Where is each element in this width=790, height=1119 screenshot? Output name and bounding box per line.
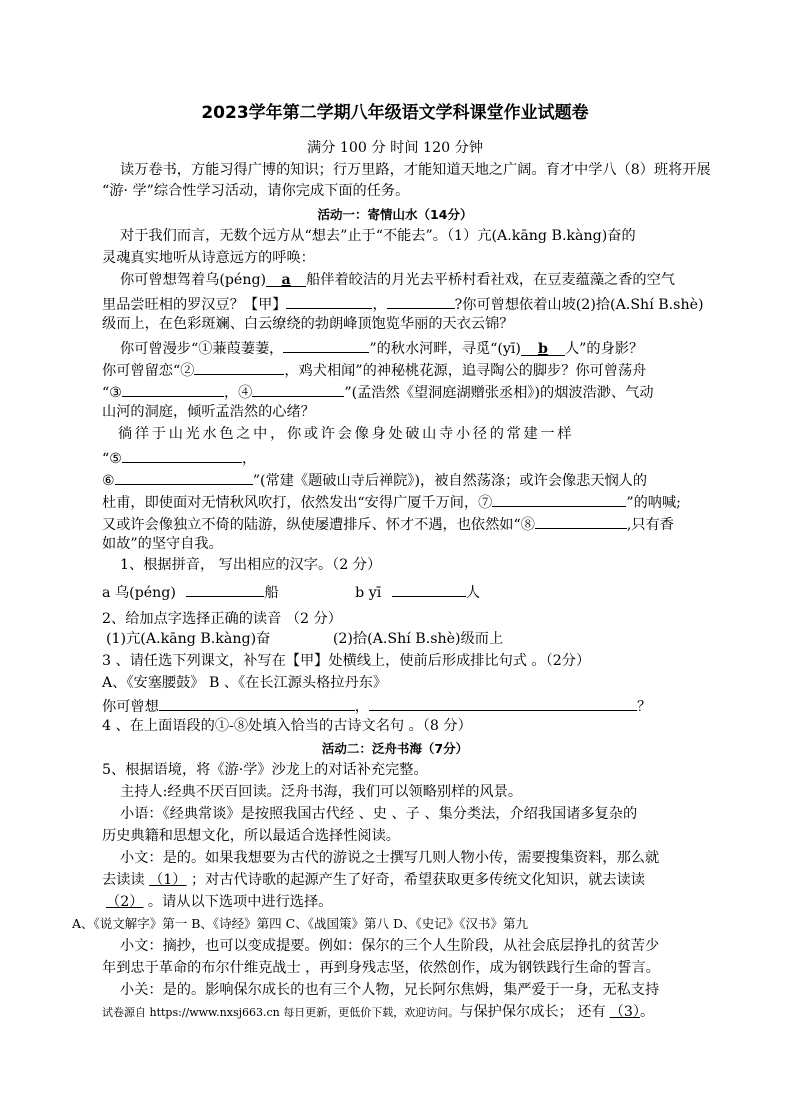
question-1-items [102,580,480,603]
book-options: A、《说文解字》第一 B、《诗经》第四 C、《战国策》第八 D、《史记》《汉书》第九 [72,916,528,931]
text: ”(常建《题破山寺后禅院》)，被自然荡涤；或许会像悲天悯人的 [252,473,648,489]
a1-p3-line-3 [102,380,654,403]
blank-7[interactable] [492,490,626,507]
xiaoyu-line-2: 历史典籍和思想文化，所以最适合选择性阅读。 [102,828,400,844]
a1-p1-line-1: 对于我们而言，无数个远方从“想去”止于“不能去”。（1）亢(A.kāng B.kàng)奋的 [120,228,636,244]
a1-p4-line-6: 如故”的坚守自我。 [102,536,223,552]
text: ，鸡犬相闻”的神秘桃花源，追寻陶公的脚步？你可曾荡舟 [284,363,647,379]
a1-p4-line-5 [102,512,674,535]
question-2-items [106,629,503,649]
q2-item-1: (1)亢(A.kāng B.kàng)奋 [106,631,271,647]
question-5: 5、根据语境，将《游·学》沙龙上的对话补充完整。 [102,762,428,778]
text: ?你可曾想依着山坡(2)拾(A.Shí B.shè) [454,297,704,313]
text: ，④ [223,385,253,401]
xiaohui-line: 小关：是的。影响保尔成长的也有三个人物，兄长阿尔焦姆，集严爱于一身，无私支持 [120,982,660,998]
a1-p2-line-1 [120,270,675,290]
footer-line [102,1002,654,1023]
question-2: 2、给加点字选择正确的读音 （2 分） [102,611,342,627]
intro-line-1: 读万卷书，方能习得广博的知识；行万里路，才能知道天地之广阔。育才中学八（8）班将开展 [120,162,711,178]
xiaowen2-line-2: 年到忠于革命的布尔什维克战士 ，再到身残志坚，依然创作，成为钢铁践行生命的誓言。 [102,960,660,976]
text: ， [241,451,257,467]
a1-p4-line-4 [102,490,681,513]
activity2-heading: 活动二：泛舟书海（7分） [321,741,469,756]
text: “③ [102,385,122,401]
page-subtitle: 满分 100 分 时间 120 分钟 [306,140,484,156]
text: ,只有香 [626,517,674,533]
blank-5[interactable] [122,446,242,463]
xiaowen1-line-2 [102,870,645,890]
q3-blank-1[interactable] [159,694,355,711]
blank-4[interactable] [252,380,344,397]
question-4: 4 、在上面语段的①-⑧处填入恰当的古诗文名句 。（8 分） [102,718,472,734]
text: ⑥ [102,473,115,489]
blank-jia-1[interactable] [286,292,372,309]
text: 你可曾想驾着乌(péng) [120,272,267,288]
xiaowen1-line-1: 小文：是的。如果我想要为古代的游说之士撰写几则人物小传，需要搜集资料，那么就 [120,850,660,866]
q1-b-blank[interactable] [392,580,466,597]
a1-p3-line-4: 山河的洞庭，倾听孟浩然的心绪？ [102,404,315,420]
blank-q5-3[interactable]: （3） [609,1004,640,1020]
footer-end: 。 [639,1004,655,1020]
text: 你可曾想 [102,699,159,715]
blank-jia-2[interactable] [387,292,455,309]
question-1: 1、根据拼音， 写出相应的汉字。（2 分） [120,557,382,573]
a1-p4-line-3 [102,468,647,491]
activity1-heading: 活动一：寄情山水（14分） [317,207,473,222]
blank-6[interactable] [115,468,253,485]
blank-8[interactable] [535,512,627,529]
text: ”的秋水河畔，寻觅“(yī) [369,341,521,357]
text: ？ [636,699,652,715]
a1-p2-line-2 [102,292,704,315]
text: ”(孟浩然《望洞庭湖赠张丞相》)的烟波浩渺、气动 [344,385,654,401]
footer-text: 与保护保尔成长； 还有 [459,1004,606,1020]
text: 里品尝旺相的罗汉豆？【甲】 [102,297,287,313]
q1-b-end: 人 [465,585,481,601]
q1-a-end: 船 [264,585,279,601]
a1-p3-line-1 [120,336,643,359]
footer-source: 试卷源自 https://www.nxsj663.cn 每日更新，更低价下载，欢迎访问。 [102,1006,460,1019]
xiaowen1-line-3 [106,892,332,912]
question-3-fill [102,694,651,717]
blank-q5-1[interactable]: （1） [149,872,187,888]
text: 你可曾漫步“①蒹葭萋萋， [120,341,284,357]
text: 船伴着皎洁的月光去平桥村看社戏，在豆麦蕴藻之香的空气 [306,272,675,288]
q1-a-label: a 乌(péng) [102,585,176,601]
blank-1[interactable] [283,336,369,353]
text: ”的呐喊; [626,495,681,511]
intro-line-2: “游· 学”综合性学习活动，请你完成下面的任务。 [102,183,410,199]
blank-3[interactable] [122,380,224,397]
blank-2[interactable] [194,358,284,375]
q2-item-2: (2)拾(A.Shí B.shè)级而上 [332,631,504,647]
blank-q5-2[interactable]: （2） [106,894,144,910]
question-3: 3 、请任选下列课文，补写在【甲】处横线上，使前后形成排比句式 。（2分） [102,653,591,669]
a1-p2-line-3: 级而上，在色彩斑斓、白云缭绕的勃朗峰顶饱览华丽的天衣云锦？ [102,316,514,332]
a1-p1-line-2: 灵魂真实地听从诗意远方的呼唤： [102,250,315,266]
text: 杜甫，即使面对无情秋风吹打，依然发出“安得广厦千万间，⑦ [102,495,493,511]
text: 去读读 [102,872,150,888]
host-line: 主持人:经典不厌百回读。泛舟书海，我们可以领略别样的风景。 [120,784,523,800]
a1-p4-line-1: 徜 徉 于 山 光 水 色 之 中 ， 你 或 许 会 像 身 处 破 山 寺 小 径 的 常 建 一 样 [118,426,571,442]
text: 人”的身影？ [564,341,644,357]
blank-a[interactable]: a [266,270,306,287]
text: ， [354,699,369,715]
text: 又或许会像独立不倚的陆游，纵使屡遭排斥、怀才不遇，也依然如“⑧ [102,517,535,533]
xiaoyu-line-1: 小语：《经典常谈》是按照我国古代经 、史 、子 、集分类法，介绍我国诸多复杂的 [120,806,638,822]
text: 你可曾留恋“② [102,363,195,379]
question-3-options: A、《安塞腰鼓》 B 、《在长江源头格拉丹东》 [102,675,388,691]
q1-b-label: b yī [355,585,382,601]
q3-blank-2[interactable] [369,694,637,711]
a1-p3-line-2 [102,358,646,381]
blank-b[interactable]: b [521,339,565,356]
text: ， [372,297,387,313]
a1-p4-line-2 [102,446,256,469]
q1-a-blank[interactable] [186,580,264,597]
page-title: 2023学年第二学期八年级语文学科课堂作业试题卷 [201,103,589,123]
text: “⑤ [102,451,122,467]
text: 。请从以下选项中进行选择。 [143,894,333,910]
text: ；对古代诗歌的起源产生了好奇，希望获取更多传统文化知识，就去读读 [186,872,645,888]
xiaowen2-line-1: 小文：摘抄，也可以变成提要。例如：保尔的三个人生阶段，从社会底层挣扎的贫苦少 [120,938,660,954]
